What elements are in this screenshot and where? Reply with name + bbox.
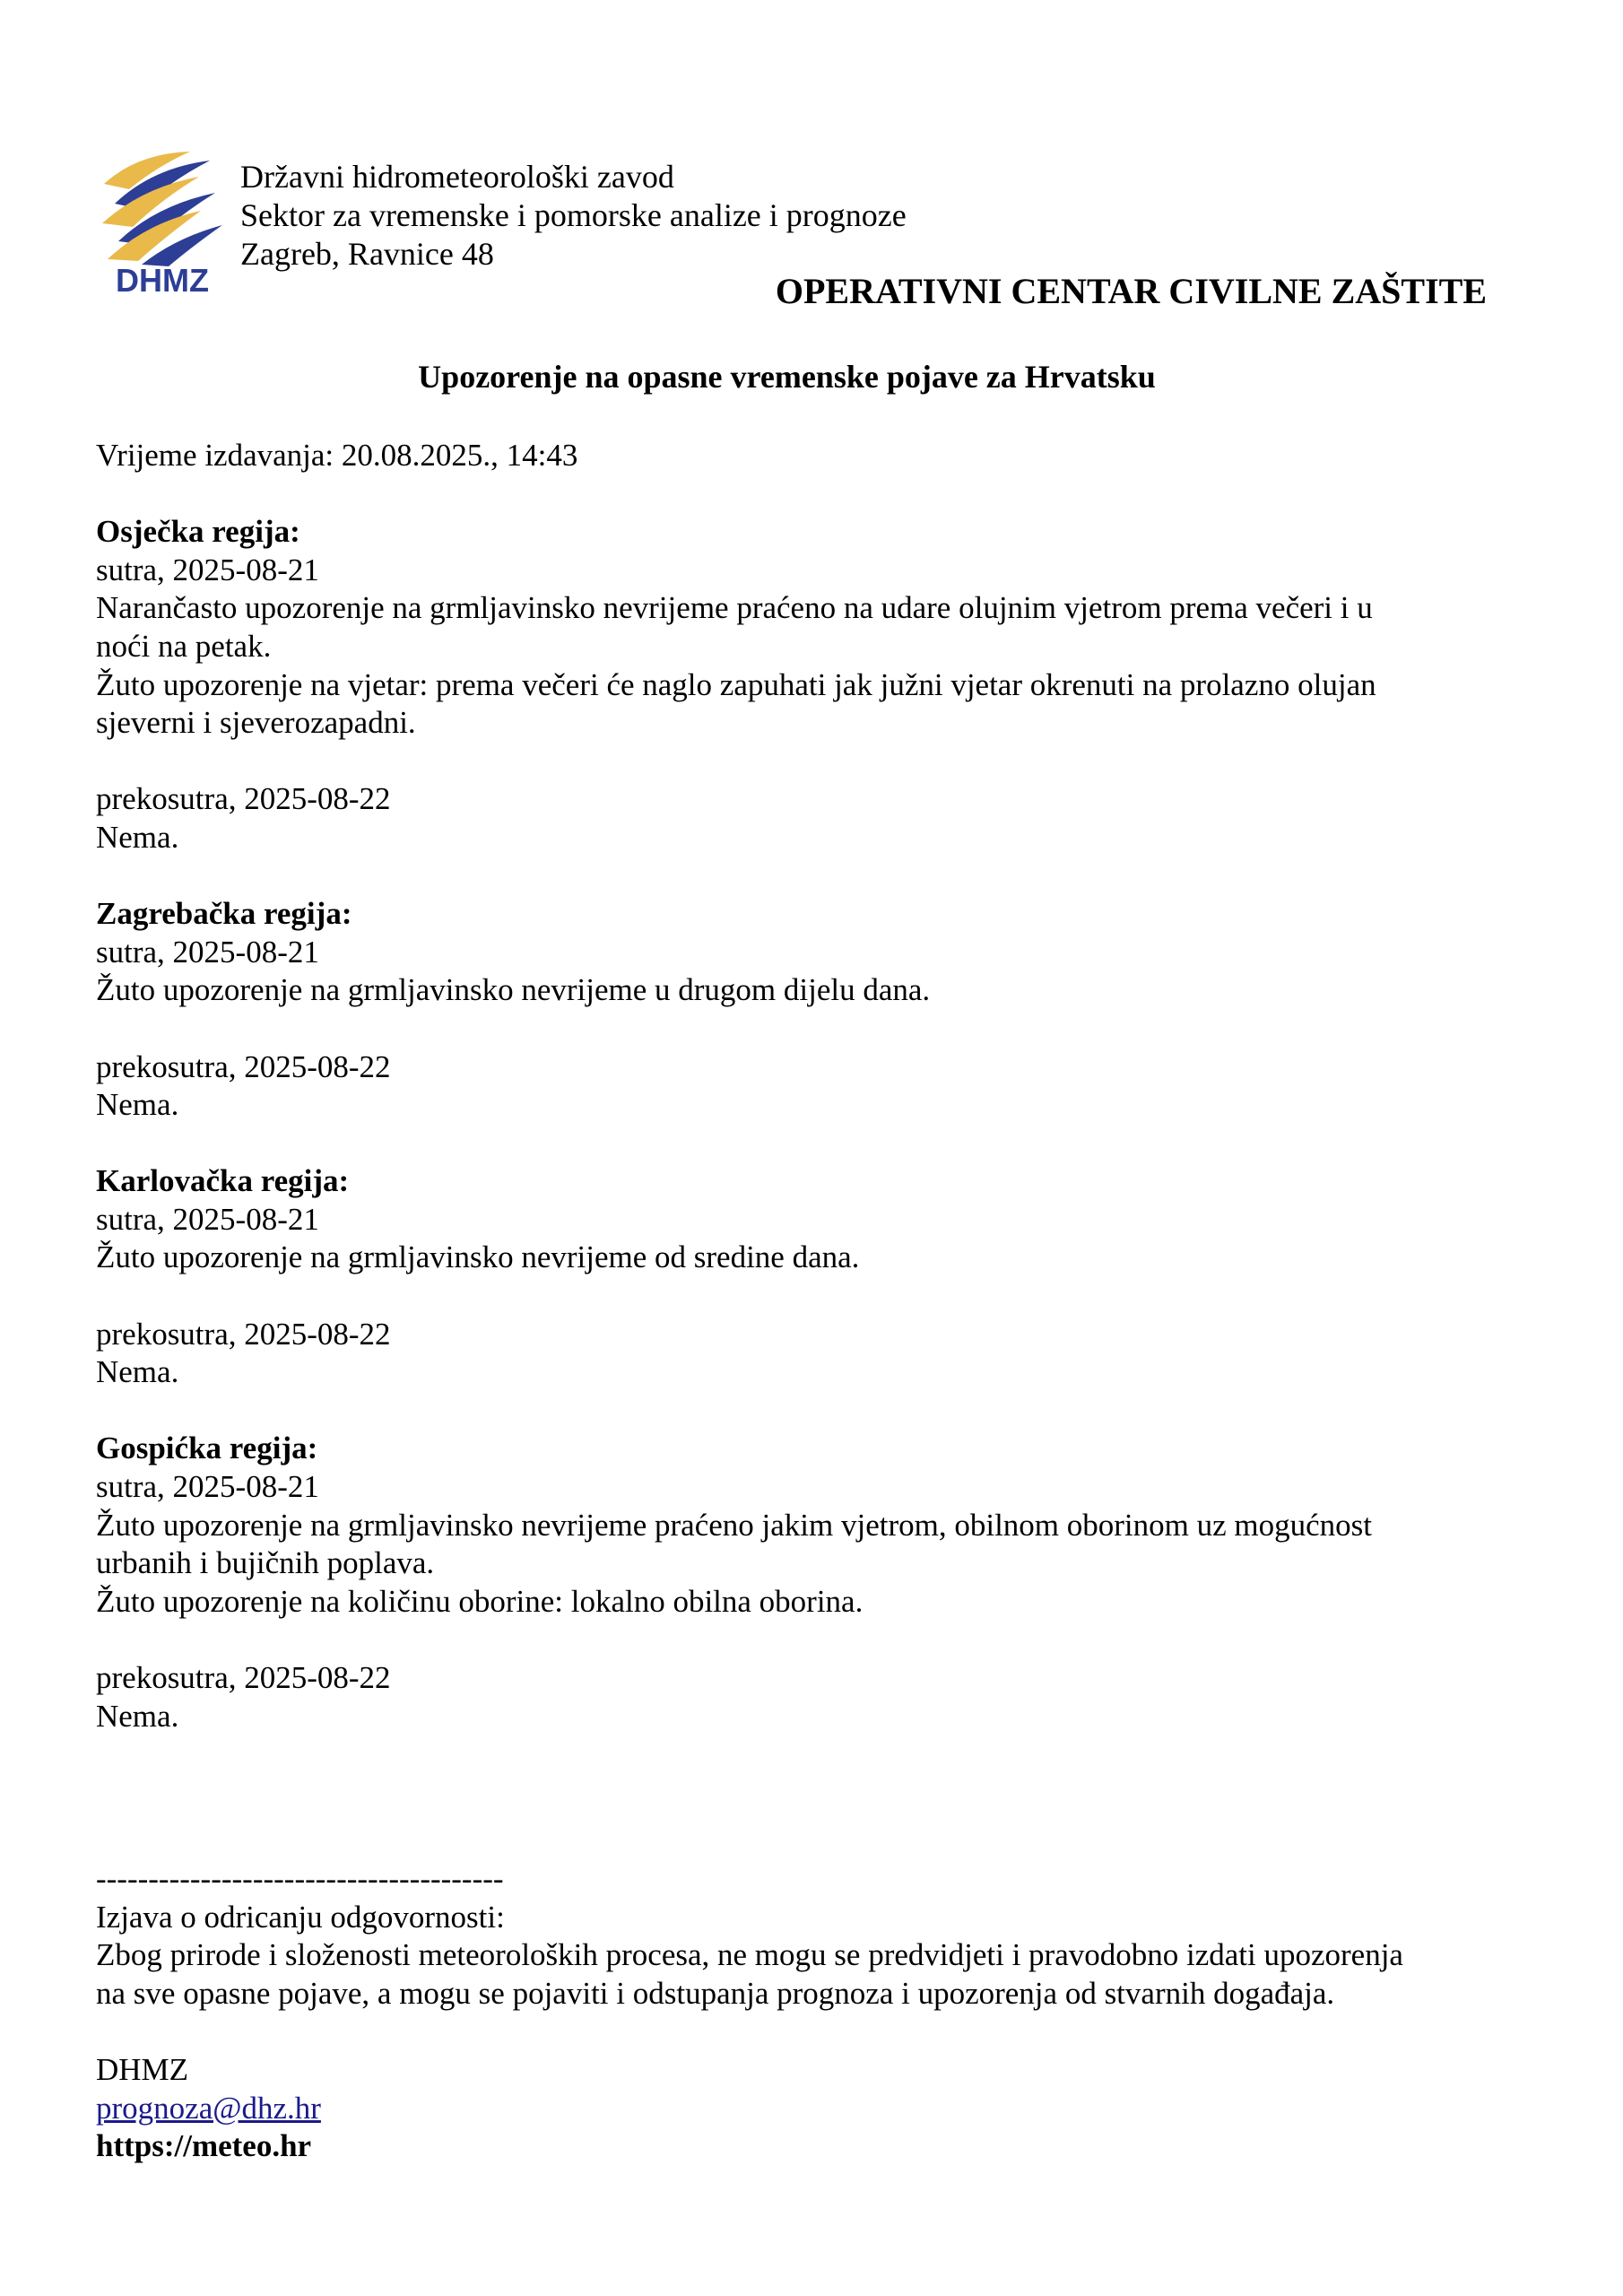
day-tomorrow: [96, 934, 1495, 1010]
region-name: Osječka regija:: [96, 514, 300, 550]
dhmz-logo: [97, 148, 228, 297]
dhmz-logo-graphic: [97, 148, 228, 297]
region-osijek: [96, 513, 1495, 857]
day-after-tomorrow: [96, 1048, 1495, 1125]
region-gospic: [96, 1430, 1495, 1735]
warning-text: urbanih i bujičnih poplava.: [96, 1545, 435, 1581]
day-tomorrow: [96, 1468, 1495, 1621]
region-name: Gospićka regija:: [96, 1431, 318, 1466]
recipient-heading: OPERATIVNI CENTAR CIVILNE ZAŠTITE: [775, 271, 1487, 311]
warning-content: [96, 437, 1495, 1774]
region-zagreb: [96, 895, 1495, 1125]
region-name: Zagrebačka regija:: [96, 896, 352, 932]
day-date: sutra, 2025-08-21: [96, 1469, 319, 1505]
region-karlovac: [96, 1162, 1495, 1392]
day-after-tomorrow: [96, 1316, 1495, 1392]
day-date: prekosutra, 2025-08-22: [96, 1316, 391, 1352]
organization-info: [240, 158, 907, 274]
logo-text: DHMZ: [116, 262, 209, 297]
day-after-tomorrow: [96, 780, 1495, 857]
day-date: sutra, 2025-08-21: [96, 934, 319, 970]
sender-name: DHMZ: [96, 2051, 189, 2087]
warning-text: Nema.: [96, 819, 179, 855]
disclaimer-text: Zbog prirode i složenosti meteoroloških procesa, ne mogu se predvidjeti i pravodobno izdati upozorenja: [96, 1937, 1403, 1973]
region-name: Karlovačka regija:: [96, 1163, 350, 1199]
day-date: prekosutra, 2025-08-22: [96, 781, 391, 817]
website-link[interactable]: https://meteo.hr: [96, 2128, 312, 2164]
warning-text: Nema.: [96, 1354, 179, 1390]
disclaimer-footer: [96, 1860, 1513, 2166]
warning-text: sjeverni i sjeverozapadni.: [96, 705, 416, 741]
day-after-tomorrow: [96, 1659, 1495, 1735]
warning-text: Žuto upozorenje na grmljavinsko nevrijeme praćeno jakim vjetrom, obilnom oborinom uz mogućnost: [96, 1507, 1373, 1543]
warning-text: Žuto upozorenje na količinu oborine: lokalno obilna oborina.: [96, 1583, 864, 1619]
day-tomorrow: [96, 1201, 1495, 1277]
warning-text: noći na petak.: [96, 628, 272, 664]
disclaimer-title: Izjava o odricanju odgovornosti:: [96, 1899, 505, 1935]
day-tomorrow: [96, 552, 1495, 743]
day-date: prekosutra, 2025-08-22: [96, 1660, 391, 1695]
day-date: sutra, 2025-08-21: [96, 1201, 319, 1237]
warning-text: Žuto upozorenje na grmljavinsko nevrijeme od sredine dana.: [96, 1239, 860, 1275]
spacer: [96, 2013, 1513, 2051]
warning-text: Nema.: [96, 1087, 179, 1123]
day-date: prekosutra, 2025-08-22: [96, 1048, 391, 1084]
org-sector: Sektor za vremenske i pomorske analize i prognoze: [240, 197, 907, 233]
email-link[interactable]: prognoza@dhz.hr: [96, 2090, 321, 2126]
org-address: Zagreb, Ravnice 48: [240, 236, 494, 272]
warning-text: Nema.: [96, 1698, 179, 1734]
document-title: Upozorenje na opasne vremenske pojave za Hrvatsku: [418, 359, 1156, 395]
separator-line: ---------------------------------------: [96, 1861, 504, 1896]
day-date: sutra, 2025-08-21: [96, 552, 319, 587]
warning-text: Žuto upozorenje na vjetar: prema večeri će naglo zapuhati jak južni vjetar okrenuti na prolazno olujan: [96, 666, 1376, 702]
warning-text: Narančasto upozorenje na grmljavinsko nevrijeme praćeno na udare olujnim vjetrom prema večeri i u: [96, 590, 1373, 626]
org-name: Državni hidrometeorološki zavod: [240, 159, 674, 195]
issue-time: Vrijeme izdavanja: 20.08.2025., 14:43: [96, 438, 578, 473]
warning-text: Žuto upozorenje na grmljavinsko nevrijeme u drugom dijelu dana.: [96, 972, 931, 1008]
disclaimer-text: na sve opasne pojave, a mogu se pojaviti i odstupanja prognoza i upozorenja od stvarnih događaja.: [96, 1975, 1335, 2011]
